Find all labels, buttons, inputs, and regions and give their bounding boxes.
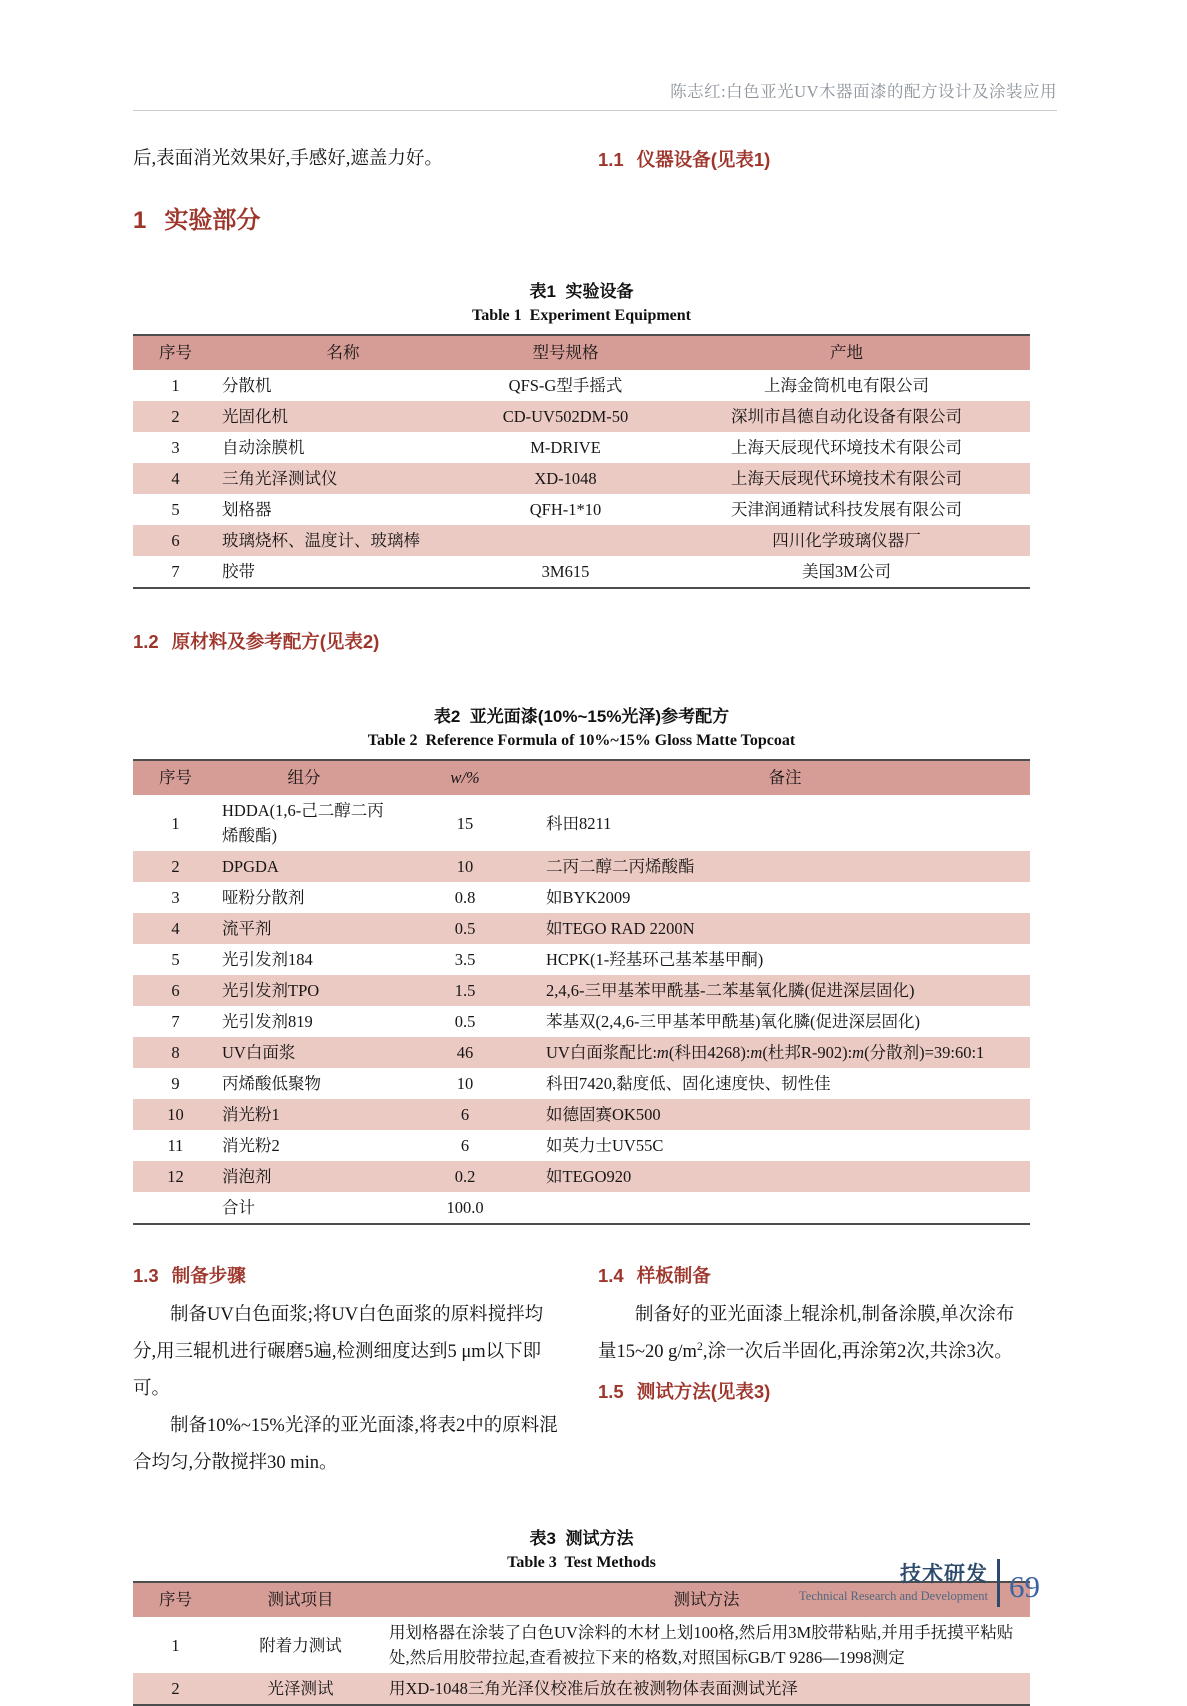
table1-caption-cn: 表1 实验设备 bbox=[529, 282, 634, 301]
table-cell: 4 bbox=[171, 469, 180, 488]
formula-table bbox=[133, 759, 1030, 1225]
table-cell: 分散机 bbox=[222, 376, 272, 395]
table-cell: 12 bbox=[167, 1167, 184, 1186]
table-cell: 6 bbox=[460, 1105, 470, 1124]
section-1-3-paragraph-1: 制备UV白色面浆;将UV白色面浆的原料搅拌均分,用三辊机进行碾磨5遍,检测细度达到5 μm以下即可。 bbox=[133, 1305, 544, 1399]
table-cell: 三角光泽测试仪 bbox=[222, 469, 338, 488]
table-cell: 10 bbox=[167, 1105, 184, 1124]
running-header: 陈志红:白色亚光UV木器面漆的配方设计及涂装应用 bbox=[670, 82, 1057, 101]
column-header: 序号 bbox=[159, 343, 192, 362]
table-cell: UV白面浆 bbox=[222, 1043, 296, 1062]
table-row bbox=[133, 1006, 1030, 1037]
table-cell: 光引发剂819 bbox=[222, 1012, 313, 1031]
column-header: 产地 bbox=[830, 343, 863, 362]
table-cell: 划格器 bbox=[222, 500, 272, 519]
table-cell: 10 bbox=[456, 1074, 474, 1093]
table-cell: 1 bbox=[171, 813, 180, 833]
table-cell: 2 bbox=[171, 1679, 180, 1698]
table-cell: 光泽测试 bbox=[267, 1679, 334, 1698]
table2-caption-en: Table 2 Reference Formula of 10%~15% Gloss Matte Topcoat bbox=[367, 732, 796, 749]
table-cell: 自动涂膜机 bbox=[222, 438, 305, 457]
table-row bbox=[133, 1037, 1030, 1068]
table-cell: 46 bbox=[456, 1043, 474, 1062]
section-1-4-column bbox=[598, 1257, 1030, 1482]
table-cell: 15 bbox=[456, 813, 474, 833]
table-cell: 100.0 bbox=[446, 1198, 484, 1217]
table-row bbox=[133, 1192, 1030, 1224]
table-cell: QFH-1*10 bbox=[529, 500, 602, 519]
table-cell: 光固化机 bbox=[222, 407, 288, 426]
table-cell: 附着力测试 bbox=[259, 1635, 342, 1655]
footer-divider bbox=[997, 1559, 1000, 1607]
table-cell: 1 bbox=[171, 376, 180, 395]
table-row bbox=[133, 525, 1030, 556]
table-row bbox=[133, 1099, 1030, 1130]
table-cell: 0.5 bbox=[454, 1012, 476, 1031]
section-number: 1.2 bbox=[133, 631, 159, 652]
table-cell: 用划格器在涂装了白色UV涂料的木材上划100格,然后用3M胶带粘贴,并用手抚摸平粘贴处,然后用胶带拉起,查看被拉下来的格数,对照国标GB/T 9286—1998测定 bbox=[389, 1623, 1014, 1667]
page bbox=[0, 78, 1187, 1698]
table-cell: HCPK(1-羟基环己基苯基甲酮) bbox=[546, 950, 764, 969]
table-cell: 上海天辰现代环境技术有限公司 bbox=[731, 438, 962, 457]
column-header: 序号 bbox=[159, 1590, 192, 1609]
table-cell: 如德固赛OK500 bbox=[546, 1105, 661, 1124]
table-cell: 光引发剂184 bbox=[222, 950, 313, 969]
table-cell: 3 bbox=[171, 888, 180, 907]
table-cell: 如英力士UV55C bbox=[546, 1136, 664, 1155]
table-cell: 3M615 bbox=[541, 562, 590, 581]
table-row bbox=[133, 401, 1030, 432]
table2-caption-cn: 表2 亚光面漆(10%~15%光泽)参考配方 bbox=[433, 707, 730, 726]
table-row bbox=[133, 1068, 1030, 1099]
equipment-table bbox=[133, 334, 1030, 589]
column-header: 名称 bbox=[326, 343, 360, 362]
section-number: 1.1 bbox=[598, 149, 624, 170]
section-1-3-paragraph-2: 制备10%~15%光泽的亚光面漆,将表2中的原料混合均匀,分散搅拌30 min。 bbox=[133, 1416, 558, 1473]
table-cell: 2 bbox=[171, 407, 180, 426]
table-cell: 5 bbox=[171, 950, 180, 969]
table3-caption-en: Table 3 Test Methods bbox=[507, 1554, 656, 1571]
table-cell: 科田8211 bbox=[546, 813, 612, 833]
paragraph-text: 制备好的亚光面漆上辊涂机,制备涂膜,单次涂布量15~20 g/m bbox=[598, 1305, 1015, 1362]
table1-caption-en: Table 1 Experiment Equipment bbox=[472, 307, 691, 324]
table-cell: HDDA(1,6-己二醇二丙烯酸酯) bbox=[222, 801, 384, 845]
table-row bbox=[133, 494, 1030, 525]
table-cell: 如TEGO RAD 2200N bbox=[546, 919, 695, 938]
table-row bbox=[133, 1673, 1030, 1705]
intro-paragraph: 后,表面消光效果好,手感好,遮盖力好。 bbox=[133, 149, 443, 169]
table-cell: 11 bbox=[167, 1136, 184, 1155]
table-cell: 苯基双(2,4,6-三甲基苯甲酰基)氧化膦(促进深层固化) bbox=[546, 1012, 920, 1031]
table-cell: 二丙二醇二丙烯酸酯 bbox=[546, 857, 695, 876]
table-cell: 四川化学玻璃仪器厂 bbox=[772, 531, 921, 550]
section-1-4-heading bbox=[598, 1257, 1030, 1294]
footer-section-cn: 技术研发 bbox=[900, 1562, 988, 1586]
table-row bbox=[133, 975, 1030, 1006]
section-title: 样板制备 bbox=[636, 1265, 711, 1286]
table-row bbox=[133, 851, 1030, 882]
table-cell: 0.5 bbox=[454, 919, 476, 938]
table-cell: 7 bbox=[171, 1012, 180, 1031]
table-cell: 消光粉1 bbox=[222, 1105, 280, 1124]
table-cell: 5 bbox=[171, 500, 180, 519]
table-cell: DPGDA bbox=[222, 857, 279, 876]
table-header-row bbox=[133, 335, 1030, 370]
table-cell: 胶带 bbox=[222, 562, 255, 581]
table-row bbox=[133, 432, 1030, 463]
section-1-3-heading bbox=[133, 1257, 565, 1294]
table-row bbox=[133, 370, 1030, 401]
section-title: 制备步骤 bbox=[171, 1265, 246, 1286]
section-number: 1.4 bbox=[598, 1265, 624, 1286]
table-cell: 0.8 bbox=[454, 888, 476, 907]
table-cell: 2 bbox=[171, 857, 180, 876]
table-cell: 10 bbox=[456, 857, 474, 876]
table-cell: M-DRIVE bbox=[530, 438, 601, 457]
table-cell bbox=[133, 1192, 218, 1224]
column-header: 序号 bbox=[159, 768, 192, 787]
column-header: w/% bbox=[450, 768, 480, 787]
table-cell: 用XD-1048三角光泽仪校准后放在被测物体表面测试光泽 bbox=[389, 1679, 798, 1698]
section-title: 测试方法(见表3) bbox=[636, 1381, 771, 1402]
table-cell: XD-1048 bbox=[534, 469, 597, 488]
table-header-row bbox=[133, 760, 1030, 795]
table-cell bbox=[468, 525, 663, 556]
column-header: 组分 bbox=[287, 768, 321, 787]
table-cell: 6 bbox=[460, 1136, 470, 1155]
table-cell: QFS-G型手摇式 bbox=[508, 376, 623, 395]
column-header: 型号规格 bbox=[532, 343, 599, 362]
table-cell: 玻璃烧杯、温度计、玻璃棒 bbox=[222, 531, 420, 550]
section-title: 仪器设备(见表1) bbox=[636, 149, 771, 170]
section-number: 1 bbox=[133, 207, 147, 234]
table-cell: 1 bbox=[171, 1635, 180, 1655]
table-cell: 3 bbox=[171, 438, 180, 457]
section-number: 1.3 bbox=[133, 1265, 159, 1286]
table-cell: 丙烯酸低聚物 bbox=[222, 1074, 321, 1093]
section-1-4-paragraph bbox=[598, 1297, 1030, 1371]
section-title: 原材料及参考配方(见表2) bbox=[171, 631, 380, 652]
table-cell: 天津润通精试科技发展有限公司 bbox=[731, 500, 962, 519]
footer-section-label bbox=[799, 1563, 988, 1604]
table-cell: 如TEGO920 bbox=[546, 1167, 632, 1186]
table-cell: 4 bbox=[171, 919, 180, 938]
table-row bbox=[133, 882, 1030, 913]
table-cell: 消泡剂 bbox=[222, 1167, 272, 1186]
table-cell: 哑粉分散剂 bbox=[222, 888, 305, 907]
table1-caption bbox=[133, 277, 1030, 325]
table-cell: 3.5 bbox=[454, 950, 476, 969]
table-cell: 消光粉2 bbox=[222, 1136, 280, 1155]
table-cell: 上海金筒机电有限公司 bbox=[764, 376, 929, 395]
table-cell: 上海天辰现代环境技术有限公司 bbox=[731, 469, 962, 488]
section-number: 1.5 bbox=[598, 1381, 624, 1402]
intro-column bbox=[133, 141, 565, 178]
main-content bbox=[133, 141, 1030, 1706]
superscript: 2 bbox=[696, 1338, 703, 1353]
table-cell: 9 bbox=[171, 1074, 180, 1093]
footer-section-en: Technical Research and Development bbox=[799, 1588, 988, 1603]
table-cell: 美国3M公司 bbox=[802, 562, 891, 581]
section-1-1-heading bbox=[598, 141, 1030, 178]
table-cell: UV白面浆配比:m(科田4268):m(杜邦R-902):m(分散剂)=39:60:1 bbox=[546, 1043, 985, 1062]
table-cell: 0.2 bbox=[454, 1167, 476, 1186]
table-row bbox=[133, 1161, 1030, 1192]
table-row bbox=[133, 463, 1030, 494]
section-1-heading bbox=[133, 200, 1030, 235]
section-1-2-heading bbox=[133, 623, 1030, 660]
procedure-row bbox=[133, 1257, 1030, 1482]
table-cell: CD-UV502DM-50 bbox=[502, 407, 629, 426]
table-row bbox=[133, 1130, 1030, 1161]
table-cell: 6 bbox=[171, 531, 180, 550]
table2-caption bbox=[133, 702, 1030, 750]
header-divider bbox=[133, 110, 1057, 111]
paragraph-text: ,涂一次后半固化,再涂第2次,共涂3次。 bbox=[702, 1342, 1013, 1362]
table-cell: 深圳市昌德自动化设备有限公司 bbox=[731, 407, 962, 426]
table-cell: 6 bbox=[171, 981, 180, 1000]
table-cell: 8 bbox=[171, 1043, 180, 1062]
table-cell: 2,4,6-三甲基苯甲酰基-二苯基氧化膦(促进深层固化) bbox=[546, 981, 915, 1000]
page-number: 69 bbox=[1009, 1569, 1040, 1604]
column-header: 测试方法 bbox=[673, 1590, 740, 1609]
page-header bbox=[133, 78, 1057, 111]
table3-caption-cn: 表3 测试方法 bbox=[529, 1529, 634, 1548]
table-cell: 如BYK2009 bbox=[546, 888, 631, 907]
section-1-5-heading bbox=[598, 1373, 1030, 1410]
table-cell: 7 bbox=[171, 562, 180, 581]
intro-row bbox=[133, 141, 1030, 178]
section-1-3-column bbox=[133, 1257, 565, 1482]
table-cell bbox=[540, 1192, 1030, 1224]
table-cell: 1.5 bbox=[454, 981, 476, 1000]
table-cell: 流平剂 bbox=[222, 919, 272, 938]
page-footer bbox=[799, 1559, 1040, 1607]
table-row bbox=[133, 1617, 1030, 1673]
table-row bbox=[133, 556, 1030, 588]
section-title: 实验部分 bbox=[164, 207, 261, 234]
table-row bbox=[133, 944, 1030, 975]
column-header: 备注 bbox=[768, 768, 802, 787]
table-row bbox=[133, 795, 1030, 851]
table-cell: 光引发剂TPO bbox=[222, 981, 320, 1000]
table-row bbox=[133, 913, 1030, 944]
section-1-1-column bbox=[598, 141, 1030, 178]
table-cell: 合计 bbox=[222, 1198, 255, 1217]
column-header: 测试项目 bbox=[267, 1590, 334, 1609]
table-cell: 科田7420,黏度低、固化速度快、韧性佳 bbox=[546, 1074, 831, 1093]
